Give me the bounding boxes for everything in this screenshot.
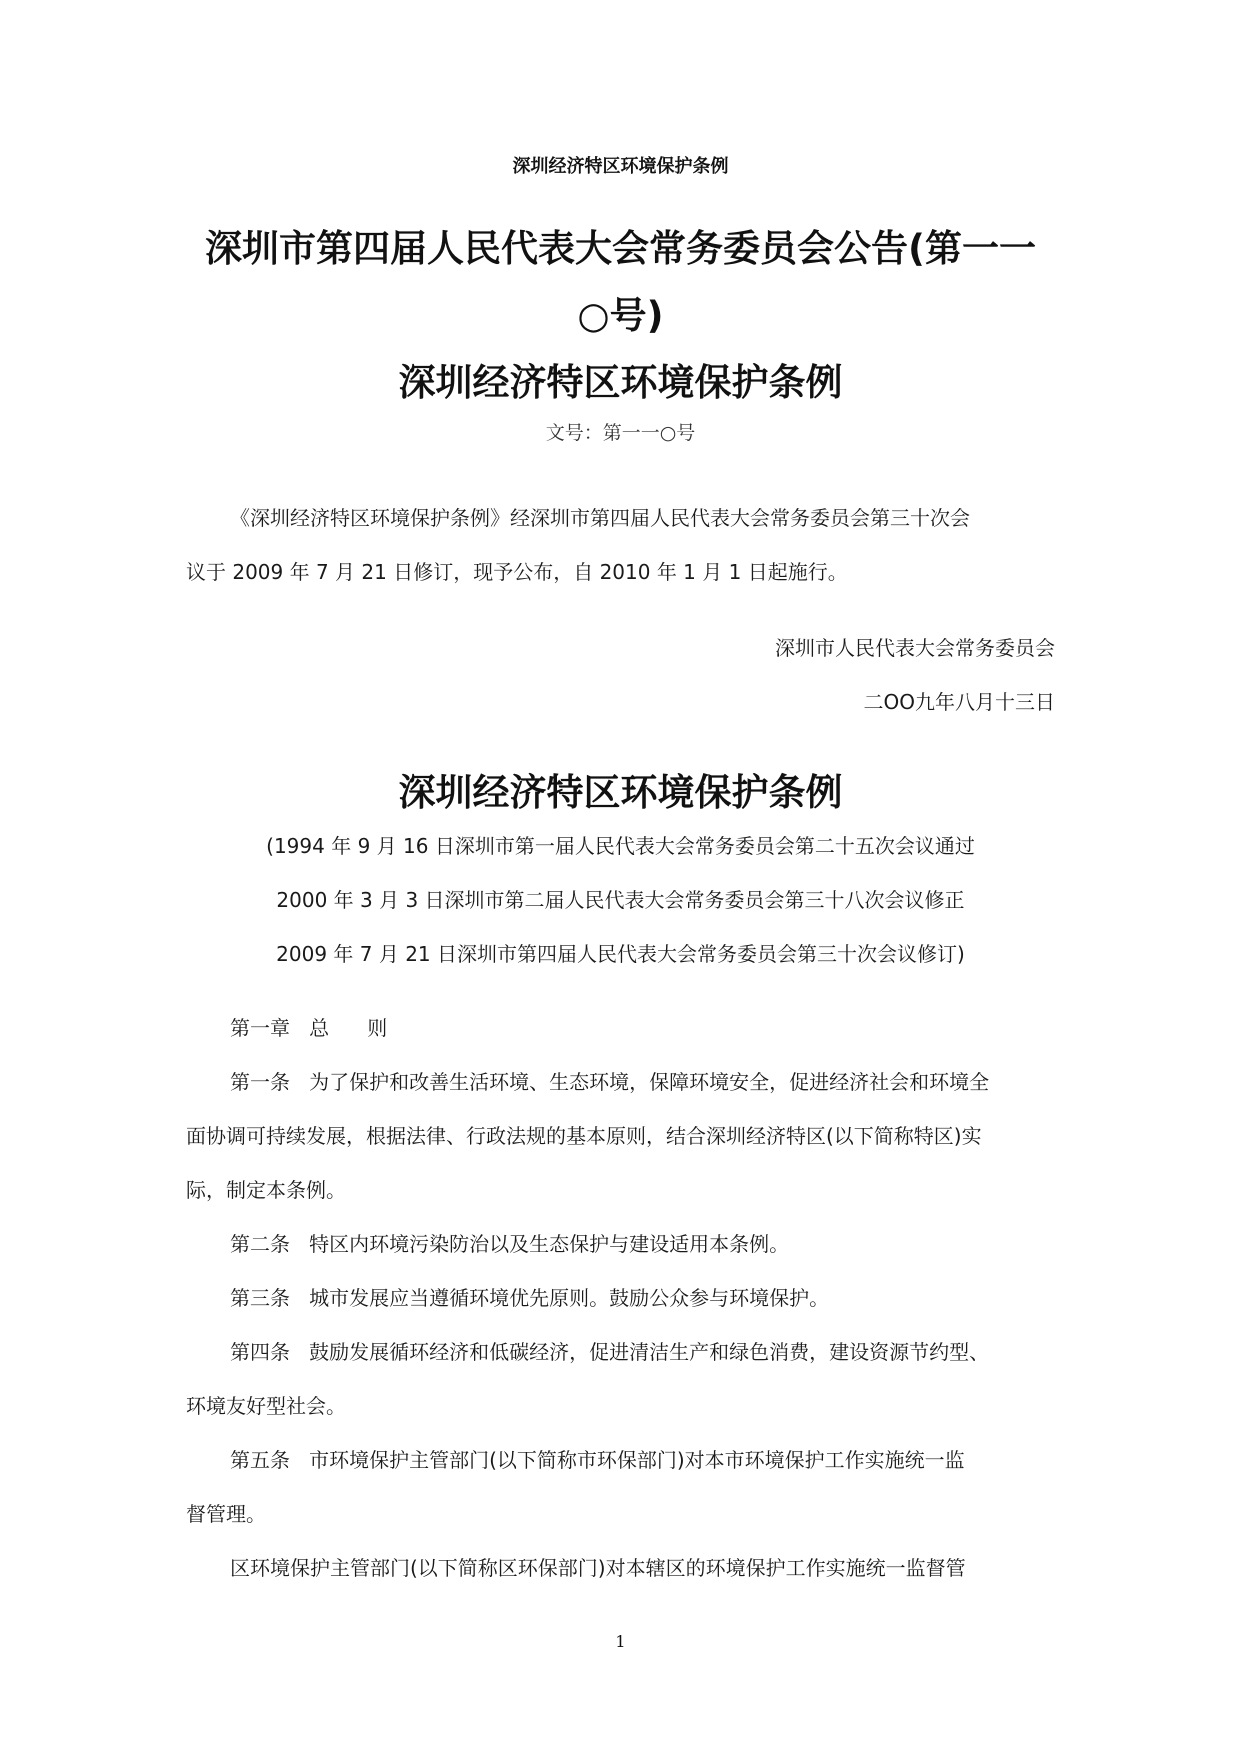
announcement-subtitle: 深圳经济特区环境保护条例 (398, 361, 843, 404)
article-1-line2: 面协调可持续发展，根据法律、行政法规的基本原则，结合深圳经济特区(以下简称特区)实 (186, 1124, 982, 1148)
article-3: 第三条 城市发展应当遵循环境优先原则。鼓励公众参与环境保护。 (230, 1286, 830, 1310)
page-number: 1 (615, 1632, 626, 1651)
chapter-heading: 第一章 总 则 (230, 1016, 388, 1040)
history-line-1: (1994 年 9 月 16 日深圳市第一届人民代表大会常务委员会第二十五次会议通过 (266, 834, 975, 858)
article-4-line2: 环境友好型社会。 (186, 1394, 346, 1418)
document-number: 文号：第一一○号 (545, 422, 696, 444)
announcement-title-line1: 深圳市第四届人民代表大会常务委员会公告(第一一 (205, 227, 1036, 270)
announcement-body-line2: 议于 2009 年 7 月 21 日修订，现予公布，自 2010 年 1 月 1 日起施行。 (186, 560, 848, 584)
article-5-line2: 督管理。 (186, 1502, 266, 1526)
article-1-line1: 第一条 为了保护和改善生活环境、生态环境，保障环境安全，促进经济社会和环境全 (230, 1070, 990, 1094)
history-line-3: 2009 年 7 月 21 日深圳市第四届人民代表大会常务委员会第三十次会议修订) (276, 942, 965, 966)
article-4-line1: 第四条 鼓励发展循环经济和低碳经济，促进清洁生产和绿色消费，建设资源节约型、 (230, 1340, 990, 1364)
article-1-line3: 际，制定本条例。 (186, 1178, 346, 1202)
announcement-body-line1: 《深圳经济特区环境保护条例》经深圳市第四届人民代表大会常务委员会第三十次会 (230, 506, 970, 530)
article-5-line1: 第五条 市环境保护主管部门(以下简称市环保部门)对本市环境保护工作实施统一监 (230, 1448, 965, 1472)
history-line-2: 2000 年 3 月 3 日深圳市第二届人民代表大会常务委员会第三十八次会议修正 (276, 888, 965, 912)
regulation-title: 深圳经济特区环境保护条例 (398, 771, 843, 814)
article-5-para2: 区环境保护主管部门(以下简称区环保部门)对本辖区的环境保护工作实施统一监督管 (230, 1556, 966, 1580)
announcement-title-line2: ○号) (577, 294, 664, 337)
article-2: 第二条 特区内环境污染防治以及生态保护与建设适用本条例。 (230, 1232, 790, 1256)
signatory: 深圳市人民代表大会常务委员会 (775, 636, 1055, 660)
running-header: 深圳经济特区环境保护条例 (512, 156, 729, 177)
signing-date: 二OO九年八月十三日 (863, 690, 1055, 714)
